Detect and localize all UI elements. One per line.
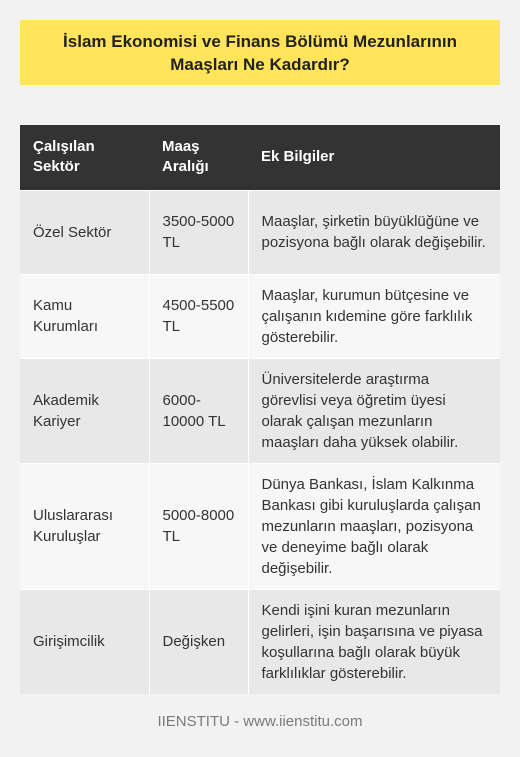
title-banner (20, 20, 500, 85)
cell-additional-info: Kendi işini kuran mezunların gelirleri, işin başarısına ve piyasa koşullarına bağlı olarak büyük farklılıklar gösterebilir. (261, 601, 483, 682)
cell-sector: Akademik Kariyer (20, 358, 149, 463)
header-row (20, 125, 500, 190)
cell-salary-range: 4500-5500 TL (149, 274, 248, 358)
salary-table-container (20, 125, 500, 694)
table-row (20, 274, 500, 358)
cell-additional-info: Maaşlar, şirketin büyüklüğüne ve pozisyona bağlı olarak değişebilir. (261, 213, 486, 251)
cell-salary-range: 5000-8000 TL (149, 463, 248, 589)
table-row (20, 358, 500, 463)
cell-salary-range: 3500-5000 TL (149, 190, 248, 274)
cell-additional-info: Maaşlar, kurumun bütçesine ve çalışanın kıdemine göre farklılık gösterebilir. (261, 286, 473, 346)
footer-credit: IIENSTITU - www.iienstitu.com (157, 713, 363, 730)
cell-sector: Girişimcilik (20, 589, 149, 694)
header-additional-info: Ek Bilgiler (261, 148, 335, 166)
cell-additional-info: Dünya Bankası, İslam Kalkınma Bankası gibi kuruluşlarda çalışan mezunların maaşları, pozisyona ve deneyime bağlı olarak değişebilir. (261, 475, 481, 577)
header-salary-range: Maaş Aralığı (162, 138, 209, 176)
table-header (20, 125, 500, 190)
table-row (20, 589, 500, 694)
salary-table (20, 125, 500, 694)
table-row (20, 190, 500, 274)
cell-salary-range: Değişken (149, 589, 248, 694)
cell-sector: Uluslararası Kuruluşlar (20, 463, 149, 589)
cell-sector: Kamu Kurumları (20, 274, 149, 358)
page-title: İslam Ekonomisi ve Finans Bölümü Mezunlarının Maaşları Ne Kadardır? (63, 31, 457, 74)
cell-salary-range: 6000-10000 TL (149, 358, 248, 463)
cell-sector: Özel Sektör (20, 190, 149, 274)
table-row (20, 463, 500, 589)
cell-additional-info: Üniversitelerde araştırma görevlisi veya öğretim üyesi olarak çalışan mezunların maaşları daha yüksek olabilir. (261, 370, 459, 451)
header-sector: Çalışılan Sektör (33, 138, 95, 176)
table-body (20, 190, 500, 694)
